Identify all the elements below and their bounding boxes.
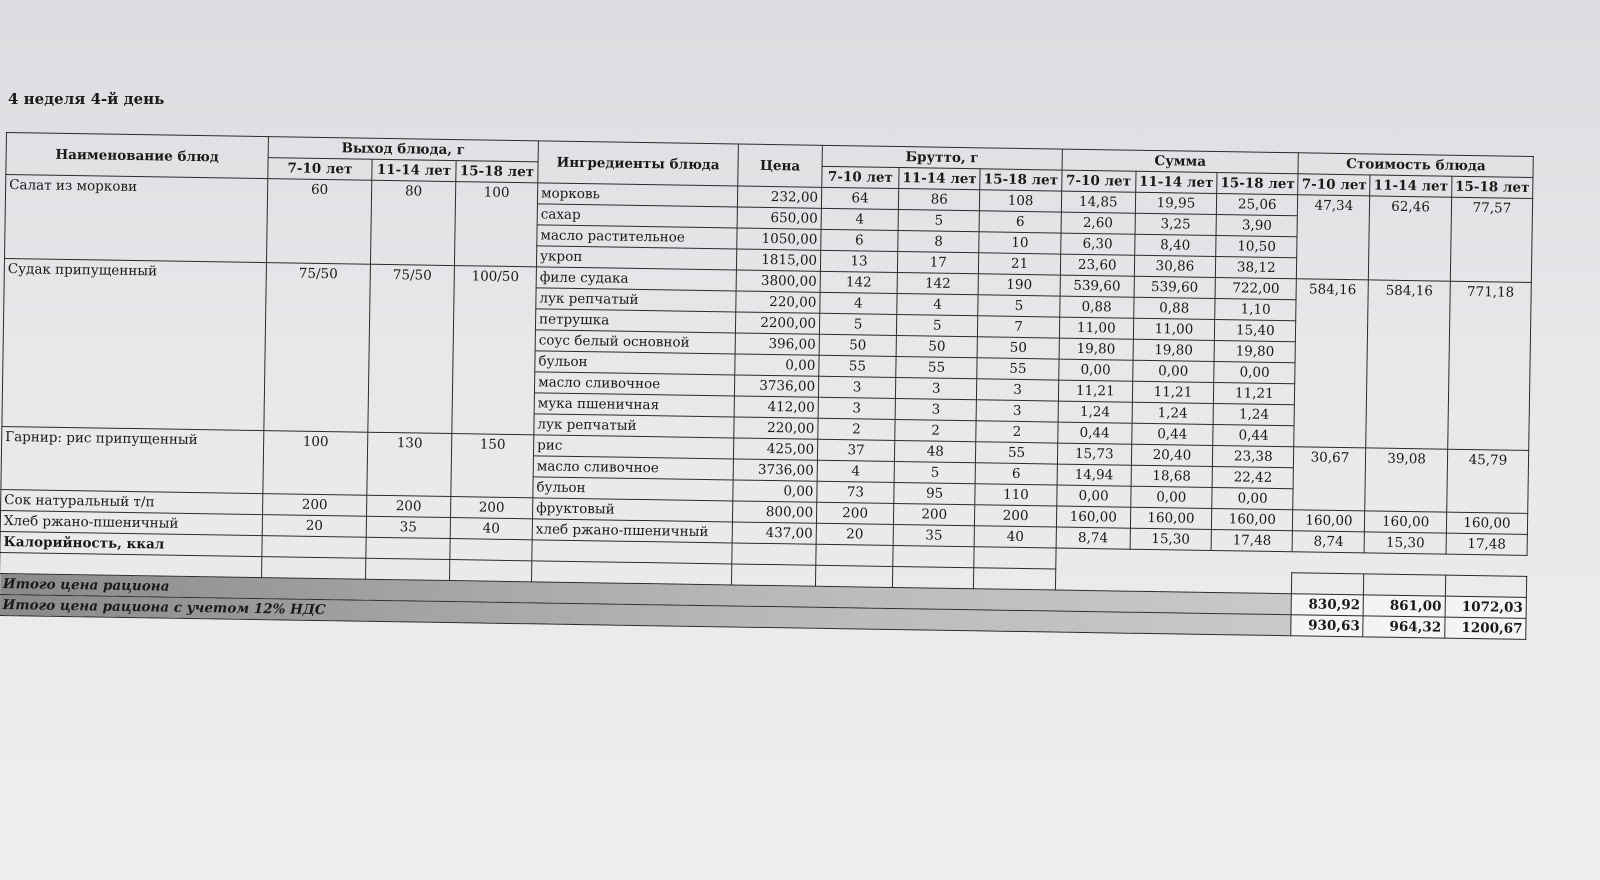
ingredient-name: масло сливочное xyxy=(534,372,734,396)
brutto-value: 5 xyxy=(894,461,976,483)
header-age: 11-14 лет xyxy=(1370,175,1452,197)
sum-value: 14,85 xyxy=(1061,191,1135,213)
brutto-value: 37 xyxy=(817,439,894,461)
dish-cost: 160,00 xyxy=(1293,510,1365,532)
sum-value: 19,80 xyxy=(1214,341,1296,363)
ingredient-name: бульон xyxy=(533,477,733,501)
empty-cell xyxy=(1364,574,1446,596)
total-value: 1200,67 xyxy=(1444,617,1526,639)
sum-value: 6,30 xyxy=(1060,233,1134,255)
brutto-value: 7 xyxy=(978,316,1060,338)
empty-cell xyxy=(366,537,450,559)
brutto-value: 4 xyxy=(820,292,897,314)
brutto-value: 13 xyxy=(820,250,897,272)
dish-yield: 100 xyxy=(454,182,537,267)
dish-name: Гарнир: рис припущенный xyxy=(1,426,264,493)
sum-value: 14,94 xyxy=(1057,464,1131,486)
ingredient-name: петрушка xyxy=(535,309,735,333)
sum-value: 0,00 xyxy=(1212,487,1294,509)
empty-cell xyxy=(1292,573,1364,595)
header-age: 7-10 лет xyxy=(1061,170,1135,192)
sum-value: 15,30 xyxy=(1130,528,1212,550)
ingredient-name: бульон xyxy=(535,351,735,375)
total-value: 930,63 xyxy=(1291,615,1363,637)
empty-cell xyxy=(262,557,366,580)
brutto-value: 142 xyxy=(820,271,897,293)
ingredient-price: 0,00 xyxy=(735,354,819,376)
dish-yield: 200 xyxy=(450,497,532,519)
brutto-value: 50 xyxy=(896,336,978,358)
brutto-value: 4 xyxy=(897,294,979,316)
empty-cell xyxy=(974,568,1056,590)
brutto-value: 200 xyxy=(816,502,893,524)
ingredient-price: 437,00 xyxy=(732,522,816,544)
brutto-value: 4 xyxy=(821,208,898,230)
dish-cost: 584,16 xyxy=(1366,280,1450,449)
brutto-value: 48 xyxy=(894,440,976,462)
brutto-value: 64 xyxy=(821,187,898,209)
dish-yield: 130 xyxy=(367,432,452,496)
ingredient-name: укроп xyxy=(536,246,736,270)
header-age: 7-10 лет xyxy=(268,158,372,181)
sum-value: 8,40 xyxy=(1134,234,1216,256)
empty-cell xyxy=(732,543,816,565)
sum-value: 722,00 xyxy=(1215,278,1297,300)
header-dish-name: Наименование блюд xyxy=(6,133,269,179)
ingredient-price: 3736,00 xyxy=(733,459,817,481)
empty-cell xyxy=(1129,570,1211,592)
dish-cost: 160,00 xyxy=(1365,511,1447,533)
brutto-value: 50 xyxy=(977,337,1059,359)
brutto-value: 17 xyxy=(897,252,979,274)
empty-cell xyxy=(892,566,974,588)
brutto-value: 6 xyxy=(975,463,1057,485)
header-age: 11-14 лет xyxy=(899,168,981,190)
total-value: 830,92 xyxy=(1292,594,1364,616)
header-yield: Выход блюда, г xyxy=(268,137,538,162)
empty-cell xyxy=(262,536,366,559)
header-sum: Сумма xyxy=(1062,149,1299,174)
dish-yield: 150 xyxy=(451,434,534,498)
sum-value: 19,80 xyxy=(1133,339,1215,361)
sum-value: 0,00 xyxy=(1058,359,1132,381)
header-age: 11-14 лет xyxy=(1135,171,1217,193)
brutto-value: 200 xyxy=(975,505,1057,527)
dish-yield: 75/50 xyxy=(264,263,371,433)
ingredient-name: филе судака xyxy=(536,267,736,291)
dish-yield: 100 xyxy=(263,431,368,496)
dish-yield: 35 xyxy=(366,516,450,538)
ingredient-price: 220,00 xyxy=(734,417,818,439)
sum-value: 0,44 xyxy=(1131,423,1213,445)
brutto-value: 21 xyxy=(979,253,1061,275)
sum-value: 15,73 xyxy=(1057,443,1131,465)
empty-cell xyxy=(816,544,893,566)
sum-value: 30,86 xyxy=(1134,255,1216,277)
header-age: 7-10 лет xyxy=(822,166,899,188)
sum-value: 0,00 xyxy=(1214,362,1296,384)
sum-value: 160,00 xyxy=(1211,508,1293,530)
sum-value: 19,80 xyxy=(1059,338,1133,360)
sum-value: 539,60 xyxy=(1134,276,1216,298)
header-age: 15-18 лет xyxy=(456,161,538,183)
sum-value: 0,44 xyxy=(1057,422,1131,444)
sum-value: 38,12 xyxy=(1215,257,1297,279)
sum-value: 17,48 xyxy=(1211,529,1293,551)
empty-cell xyxy=(815,565,892,587)
brutto-value: 55 xyxy=(819,355,896,377)
ingredient-price: 396,00 xyxy=(735,333,819,355)
total-value: 964,32 xyxy=(1363,616,1445,638)
sum-value: 25,06 xyxy=(1216,194,1298,216)
empty-cell xyxy=(893,545,975,567)
brutto-value: 73 xyxy=(817,481,894,503)
sum-value: 160,00 xyxy=(1056,506,1130,528)
brutto-value: 108 xyxy=(980,190,1062,212)
brutto-value: 200 xyxy=(893,503,975,525)
ingredient-name: морковь xyxy=(537,183,737,207)
dish-cost: 77,57 xyxy=(1450,197,1533,282)
empty-cell xyxy=(1445,575,1527,597)
dish-cost: 584,16 xyxy=(1294,279,1369,448)
brutto-value: 35 xyxy=(893,524,975,546)
sum-value: 0,88 xyxy=(1133,297,1215,319)
dish-cost: 45,79 xyxy=(1446,449,1528,513)
sum-value: 11,21 xyxy=(1058,380,1132,402)
brutto-value: 3 xyxy=(977,379,1059,401)
dish-yield: 75/50 xyxy=(368,264,455,433)
brutto-value: 86 xyxy=(898,189,980,211)
ingredient-price: 0,00 xyxy=(733,480,817,502)
header-age: 7-10 лет xyxy=(1298,174,1370,196)
sum-value: 160,00 xyxy=(1130,507,1212,529)
dish-name: Хлеб ржано-пшеничный xyxy=(0,510,262,535)
brutto-value: 8 xyxy=(898,231,980,253)
ingredient-price: 2200,00 xyxy=(735,312,819,334)
sum-value: 19,95 xyxy=(1135,192,1217,214)
dish-yield: 80 xyxy=(370,180,455,265)
empty-cell xyxy=(450,560,532,582)
empty-cell xyxy=(731,564,815,586)
brutto-value: 5 xyxy=(898,210,980,232)
ingredient-name: хлеб ржано-пшеничный xyxy=(532,519,732,543)
sum-value: 10,50 xyxy=(1216,236,1298,258)
dish-cost: 62,46 xyxy=(1369,196,1452,281)
brutto-value: 110 xyxy=(975,484,1057,506)
ingredient-price: 412,00 xyxy=(734,396,818,418)
brutto-value: 3 xyxy=(818,376,895,398)
header-age: 15-18 лет xyxy=(1451,176,1533,198)
total-value: 861,00 xyxy=(1363,595,1445,617)
sum-value: 11,00 xyxy=(1133,318,1215,340)
brutto-value: 2 xyxy=(895,420,977,442)
sum-value: 11,21 xyxy=(1213,383,1295,405)
ingredient-price: 1050,00 xyxy=(737,228,821,250)
brutto-value: 3 xyxy=(976,400,1058,422)
header-ingredients: Ингредиенты блюда xyxy=(538,141,739,186)
brutto-value: 10 xyxy=(979,232,1061,254)
sum-value: 11,21 xyxy=(1132,381,1214,403)
sum-value: 23,60 xyxy=(1060,254,1134,276)
brutto-value: 3 xyxy=(818,397,895,419)
header-age: 15-18 лет xyxy=(1217,173,1299,195)
brutto-value: 20 xyxy=(816,523,893,545)
empty-cell xyxy=(450,539,532,561)
sum-value: 1,24 xyxy=(1058,401,1132,423)
header-price: Цена xyxy=(738,144,823,187)
sum-value: 3,25 xyxy=(1135,213,1217,235)
brutto-value: 190 xyxy=(978,274,1060,296)
ingredient-price: 1815,00 xyxy=(736,249,820,271)
dish-name: Судак припущенный xyxy=(2,258,267,430)
brutto-value: 40 xyxy=(974,526,1056,548)
empty-cell xyxy=(1055,569,1129,591)
brutto-value: 5 xyxy=(896,315,978,337)
dish-yield: 20 xyxy=(262,515,366,538)
ingredient-price: 650,00 xyxy=(737,207,821,229)
sum-value: 18,68 xyxy=(1131,465,1213,487)
ingredient-price: 3736,00 xyxy=(734,375,818,397)
sum-value: 20,40 xyxy=(1131,444,1213,466)
sum-value: 15,40 xyxy=(1214,320,1296,342)
brutto-value: 6 xyxy=(821,229,898,251)
dish-name: Сок натуральный т/п xyxy=(1,489,263,514)
brutto-value: 55 xyxy=(896,357,978,379)
header-brutto: Брутто, г xyxy=(822,145,1062,170)
brutto-value: 55 xyxy=(976,442,1058,464)
ingredient-name: сахар xyxy=(537,204,737,228)
dish-cost: 30,67 xyxy=(1293,447,1366,511)
ingredient-price: 3800,00 xyxy=(736,270,820,292)
dish-cost: 8,74 xyxy=(1293,531,1365,553)
sum-value: 0,44 xyxy=(1213,424,1295,446)
empty-cell xyxy=(974,547,1056,569)
ingredient-name: лук репчатый xyxy=(536,288,736,312)
brutto-value: 2 xyxy=(976,421,1058,443)
ingredient-price: 800,00 xyxy=(732,501,816,523)
menu-cost-table xyxy=(0,132,1534,640)
sum-value: 8,74 xyxy=(1056,527,1130,549)
dish-yield: 60 xyxy=(266,179,371,265)
ingredient-name: масло сливочное xyxy=(533,456,733,480)
dish-yield: 200 xyxy=(263,494,367,517)
sum-value: 1,10 xyxy=(1215,299,1297,321)
sum-value: 0,00 xyxy=(1130,486,1212,508)
brutto-value: 4 xyxy=(817,460,894,482)
ingredient-price: 220,00 xyxy=(736,291,820,313)
total-value: 1072,03 xyxy=(1445,596,1527,618)
dish-cost: 39,08 xyxy=(1365,448,1447,512)
sum-value: 23,38 xyxy=(1212,445,1294,467)
brutto-value: 2 xyxy=(818,418,895,440)
dish-yield: 200 xyxy=(367,495,451,517)
dish-yield: 100/50 xyxy=(452,266,537,435)
sum-value: 22,42 xyxy=(1212,466,1294,488)
brutto-value: 55 xyxy=(977,358,1059,380)
ingredient-price: 425,00 xyxy=(733,438,817,460)
ingredient-name: мука пшеничная xyxy=(534,393,734,417)
ingredient-name: масло растительное xyxy=(537,225,737,249)
brutto-value: 50 xyxy=(819,334,896,356)
total-label: Итого цена рациона xyxy=(0,573,1292,614)
brutto-value: 6 xyxy=(979,211,1061,233)
sum-value: 0,88 xyxy=(1059,296,1133,318)
empty-cell xyxy=(1210,571,1292,593)
dish-yield: 40 xyxy=(450,518,532,540)
sum-value: 1,24 xyxy=(1132,402,1214,424)
dish-cost: 17,48 xyxy=(1446,533,1528,555)
sum-value: 3,90 xyxy=(1216,215,1298,237)
total-label: Итого цена рациона с учетом 12% НДС xyxy=(0,594,1292,635)
empty-cell xyxy=(366,558,450,580)
dish-cost: 771,18 xyxy=(1447,281,1531,450)
sum-value: 11,00 xyxy=(1059,317,1133,339)
dish-cost: 47,34 xyxy=(1297,195,1370,280)
ingredient-name: рис xyxy=(533,435,733,459)
sum-value: 0,00 xyxy=(1132,360,1214,382)
ingredient-name: лук репчатый xyxy=(534,414,734,438)
sum-value: 2,60 xyxy=(1061,212,1135,234)
sum-value: 1,24 xyxy=(1213,403,1295,425)
sum-value: 0,00 xyxy=(1056,485,1130,507)
dish-cost: 160,00 xyxy=(1446,512,1528,534)
page-title: 4 неделя 4-й день xyxy=(8,90,165,108)
ingredient-price: 232,00 xyxy=(737,186,821,208)
brutto-value: 3 xyxy=(895,378,977,400)
menu-table-wrapper xyxy=(0,132,1534,640)
header-age: 15-18 лет xyxy=(980,169,1062,191)
brutto-value: 5 xyxy=(978,295,1060,317)
brutto-value: 5 xyxy=(819,313,896,335)
dish-name: Салат из моркови xyxy=(5,175,268,263)
sum-value: 539,60 xyxy=(1060,275,1134,297)
brutto-value: 3 xyxy=(895,399,977,421)
brutto-value: 142 xyxy=(897,273,979,295)
brutto-value: 95 xyxy=(894,482,976,504)
ingredient-name: соус белый основной xyxy=(535,330,735,354)
header-age: 11-14 лет xyxy=(372,159,456,181)
table-body xyxy=(0,175,1533,640)
dish-cost: 15,30 xyxy=(1364,532,1446,554)
header-cost: Стоимость блюда xyxy=(1298,153,1533,178)
calories-label: Калорийность, ккал xyxy=(0,531,262,556)
ingredient-name: фруктовый xyxy=(532,498,732,522)
